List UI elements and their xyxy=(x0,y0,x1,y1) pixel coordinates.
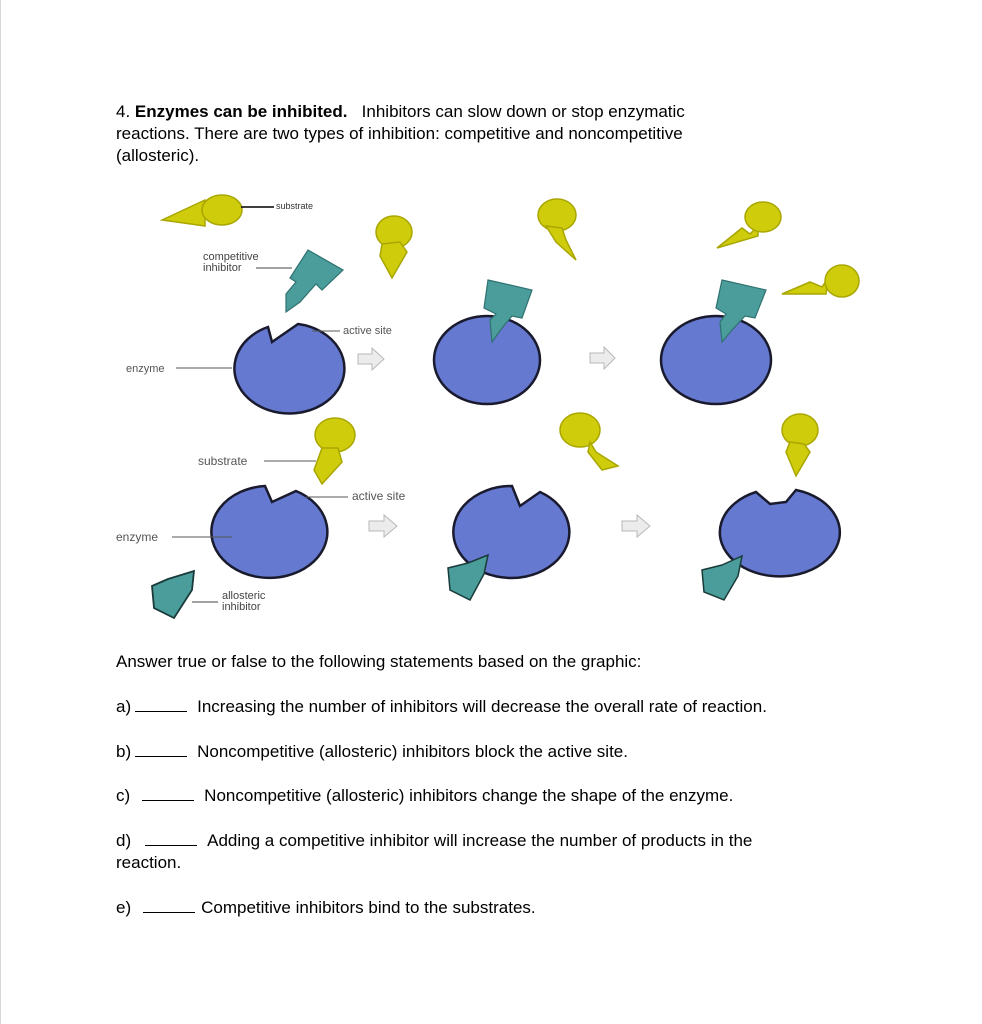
statement-letter: d) xyxy=(116,831,132,850)
answer-blank-b[interactable] xyxy=(135,742,187,757)
statement-e xyxy=(116,898,536,918)
question-body-line3: (allosteric). xyxy=(116,146,200,165)
statement-letter: e) xyxy=(116,898,132,917)
statement-text: Noncompetitive (allosteric) inhibitors block the active site. xyxy=(197,742,628,761)
competitive-inhibitor-shape xyxy=(286,250,343,312)
question-body-line1: Inhibitors can slow down or stop enzymatic xyxy=(361,102,685,121)
allosteric-inhibitor-label-1: allosteric xyxy=(222,590,266,602)
substrate-label-top: substrate xyxy=(276,201,314,211)
answer-blank-d[interactable] xyxy=(145,831,197,846)
statement-text: Competitive inhibitors bind to the substrates. xyxy=(201,898,536,917)
enzyme-shape-4 xyxy=(211,486,327,578)
instructions: Answer true or false to the following statements based on the graphic: xyxy=(116,652,642,671)
page-edge xyxy=(0,0,1,1024)
statement-text-continued: reaction. xyxy=(116,853,182,872)
inhibition-diagram xyxy=(110,190,870,620)
answer-blank-c[interactable] xyxy=(142,786,194,801)
question-intro xyxy=(116,101,836,167)
competitive-inhibitor-label-1: competitive xyxy=(203,251,259,263)
question-body-line2: reactions. There are two types of inhibition: competitive and noncompetitive xyxy=(116,124,683,143)
statement-letter: c) xyxy=(116,786,131,805)
question-heading: Enzymes can be inhibited. xyxy=(134,102,348,121)
allosteric-inhibitor-shape xyxy=(702,556,742,600)
statement-c xyxy=(116,786,733,806)
enzyme-shape-1 xyxy=(234,324,344,413)
substrate-shape-7 xyxy=(560,413,618,470)
substrate-shape-4 xyxy=(717,202,781,248)
enzyme-label-1: enzyme xyxy=(126,363,165,375)
substrate-shape-8 xyxy=(782,414,818,476)
statement-text: Adding a competitive inhibitor will increase the number of products in the xyxy=(207,831,753,850)
enzyme-shape-2 xyxy=(434,316,540,404)
statement-text: Increasing the number of inhibitors will decrease the overall rate of reaction. xyxy=(197,697,767,716)
competitive-inhibitor-label-2: inhibitor xyxy=(203,262,242,274)
substrate-shape-6 xyxy=(314,418,355,484)
substrate-shape-2 xyxy=(376,216,412,278)
substrate-shape-5 xyxy=(782,265,859,297)
statement-letter: b) xyxy=(116,742,132,761)
statement-b xyxy=(116,742,628,762)
substrate-shape-3 xyxy=(538,199,576,260)
statement-d xyxy=(116,830,856,874)
arrow-icon xyxy=(358,348,384,370)
arrow-icon xyxy=(622,515,650,537)
substrate-label-bottom: substrate xyxy=(198,454,248,468)
question-number: 4. xyxy=(116,102,131,121)
answer-blank-a[interactable] xyxy=(135,697,187,712)
allosteric-inhibitor-label-2: inhibitor xyxy=(222,601,261,613)
statement-letter: a) xyxy=(116,697,132,716)
statement-text: Noncompetitive (allosteric) inhibitors change the shape of the enzyme. xyxy=(204,786,734,805)
answer-blank-e[interactable] xyxy=(143,898,195,913)
enzyme-label-2: enzyme xyxy=(116,530,159,544)
arrow-icon xyxy=(590,347,615,369)
arrow-icon xyxy=(369,515,397,537)
enzyme-shape-3 xyxy=(661,316,771,404)
allosteric-inhibitor-shape xyxy=(152,571,194,618)
statement-a xyxy=(116,697,767,717)
active-site-label-2: active site xyxy=(352,489,406,503)
substrate-shape xyxy=(162,195,242,226)
active-site-label-1: active site xyxy=(343,325,392,337)
